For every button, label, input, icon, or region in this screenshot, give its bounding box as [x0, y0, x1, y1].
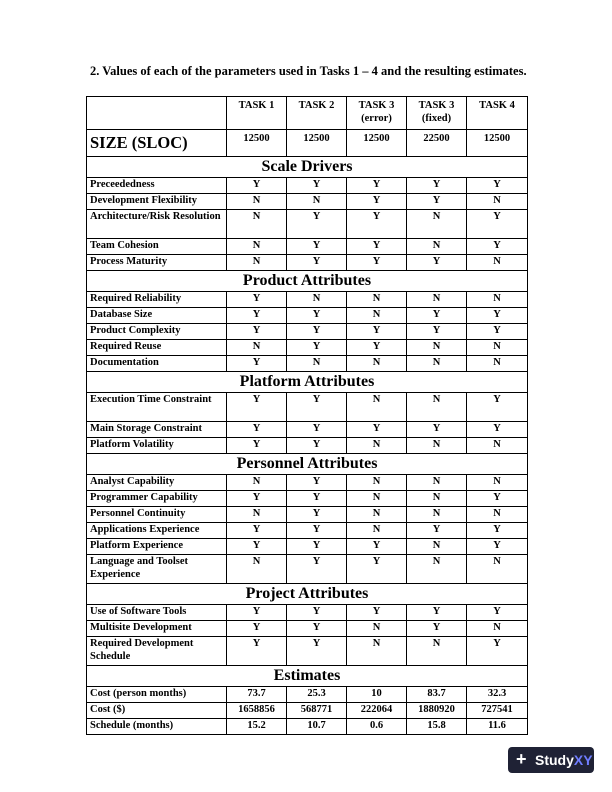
row-value: Y: [347, 340, 407, 356]
row-value: 10: [347, 687, 407, 703]
header-empty-cell: [87, 97, 227, 130]
row-label: Product Complexity: [87, 324, 227, 340]
row-value: N: [467, 621, 528, 637]
row-value: 11.6: [467, 719, 528, 735]
section-title: Estimates: [87, 666, 528, 687]
row-value: Y: [467, 523, 528, 539]
row-value: N: [407, 239, 467, 255]
row-value: Y: [347, 178, 407, 194]
size-value: 12500: [287, 130, 347, 157]
row-label: Platform Experience: [87, 539, 227, 555]
row-value: N: [347, 637, 407, 666]
row-value: N: [347, 475, 407, 491]
section-title: Product Attributes: [87, 271, 528, 292]
table-row: [87, 491, 528, 507]
row-value: N: [467, 194, 528, 210]
row-value: 25.3: [287, 687, 347, 703]
row-value: Y: [287, 475, 347, 491]
row-value: Y: [227, 324, 287, 340]
row-value: Y: [347, 555, 407, 584]
table-row: [87, 687, 528, 703]
row-value: N: [287, 356, 347, 372]
row-label: Required Reuse: [87, 340, 227, 356]
column-header: TASK 1: [227, 97, 287, 130]
table-row: [87, 393, 528, 422]
row-value: N: [407, 507, 467, 523]
row-value: N: [227, 255, 287, 271]
row-value: Y: [407, 422, 467, 438]
row-value: Y: [347, 605, 407, 621]
row-value: N: [407, 356, 467, 372]
studyxy-logo-badge[interactable]: [508, 747, 594, 773]
row-value: Y: [467, 491, 528, 507]
section-row-personnel-attributes: [87, 454, 528, 475]
row-label: Main Storage Constraint: [87, 422, 227, 438]
row-label: Documentation: [87, 356, 227, 372]
table-row: [87, 523, 528, 539]
row-value: N: [227, 475, 287, 491]
row-value: 1880920: [407, 703, 467, 719]
row-value: N: [347, 393, 407, 422]
row-value: Y: [407, 308, 467, 324]
row-label: Preceededness: [87, 178, 227, 194]
row-label: Development Flexibility: [87, 194, 227, 210]
row-value: Y: [227, 523, 287, 539]
row-value: N: [467, 255, 528, 271]
row-label: Execution Time Constraint: [87, 393, 227, 422]
row-value: 73.7: [227, 687, 287, 703]
table-row: [87, 719, 528, 735]
row-value: N: [467, 356, 528, 372]
section-heading: 2. Values of each of the parameters used in Tasks 1 – 4 and the resulting estimates.: [90, 64, 527, 78]
table-row: [87, 178, 528, 194]
row-value: Y: [467, 605, 528, 621]
table-row: [87, 555, 528, 584]
row-label: Architecture/Risk Resolution: [87, 210, 227, 239]
row-value: N: [347, 356, 407, 372]
table-row: [87, 210, 528, 239]
row-value: 0.6: [347, 719, 407, 735]
row-label: Process Maturity: [87, 255, 227, 271]
row-value: Y: [287, 422, 347, 438]
row-label: Personnel Continuity: [87, 507, 227, 523]
row-value: N: [467, 292, 528, 308]
row-value: N: [347, 621, 407, 637]
column-header: TASK 3 (fixed): [407, 97, 467, 130]
row-value: N: [467, 475, 528, 491]
row-value: Y: [287, 491, 347, 507]
row-value: Y: [287, 555, 347, 584]
row-value: N: [347, 308, 407, 324]
row-value: Y: [347, 422, 407, 438]
row-value: N: [407, 340, 467, 356]
row-value: Y: [227, 637, 287, 666]
row-value: Y: [287, 637, 347, 666]
row-value: N: [407, 555, 467, 584]
row-value: Y: [227, 178, 287, 194]
row-value: Y: [287, 507, 347, 523]
table-row: [87, 621, 528, 637]
section-row-scale-drivers: [87, 157, 528, 178]
row-value: 1658856: [227, 703, 287, 719]
row-value: N: [407, 438, 467, 454]
row-value: N: [407, 539, 467, 555]
row-value: Y: [227, 292, 287, 308]
row-value: Y: [287, 178, 347, 194]
row-value: N: [467, 555, 528, 584]
row-value: Y: [407, 605, 467, 621]
table-row: [87, 340, 528, 356]
row-value: 222064: [347, 703, 407, 719]
table-row: [87, 292, 528, 308]
row-value: N: [407, 637, 467, 666]
table-row: [87, 605, 528, 621]
row-value: N: [407, 475, 467, 491]
row-value: Y: [287, 239, 347, 255]
section-row-estimates: [87, 666, 528, 687]
size-row: [87, 130, 528, 157]
row-value: N: [347, 438, 407, 454]
table-row: [87, 194, 528, 210]
row-value: N: [227, 210, 287, 239]
row-value: Y: [287, 438, 347, 454]
row-value: Y: [467, 324, 528, 340]
row-value: N: [467, 340, 528, 356]
table-row: [87, 308, 528, 324]
row-value: Y: [347, 210, 407, 239]
row-value: Y: [407, 194, 467, 210]
row-value: N: [407, 393, 467, 422]
row-value: Y: [467, 178, 528, 194]
size-value: 12500: [347, 130, 407, 157]
table-row: [87, 475, 528, 491]
column-header: TASK 4: [467, 97, 528, 130]
column-header: TASK 2: [287, 97, 347, 130]
table-row: [87, 324, 528, 340]
row-value: Y: [227, 308, 287, 324]
row-value: Y: [287, 340, 347, 356]
row-value: Y: [347, 324, 407, 340]
row-label: Programmer Capability: [87, 491, 227, 507]
row-label: Multisite Development: [87, 621, 227, 637]
row-value: N: [407, 491, 467, 507]
row-value: 568771: [287, 703, 347, 719]
row-value: Y: [467, 393, 528, 422]
section-row-product-attributes: [87, 271, 528, 292]
row-label: Schedule (months): [87, 719, 227, 735]
row-value: N: [227, 194, 287, 210]
plus-icon: +: [516, 749, 527, 769]
row-value: 727541: [467, 703, 528, 719]
row-value: Y: [407, 255, 467, 271]
row-label: Language and Toolset Experience: [87, 555, 227, 584]
row-label: Analyst Capability: [87, 475, 227, 491]
row-value: N: [347, 292, 407, 308]
row-value: Y: [227, 422, 287, 438]
column-header: TASK 3 (error): [347, 97, 407, 130]
row-value: Y: [347, 539, 407, 555]
row-value: Y: [287, 308, 347, 324]
row-value: Y: [467, 239, 528, 255]
row-value: Y: [227, 621, 287, 637]
row-value: Y: [227, 438, 287, 454]
row-value: N: [227, 239, 287, 255]
row-value: Y: [287, 324, 347, 340]
row-value: Y: [287, 523, 347, 539]
row-value: N: [227, 507, 287, 523]
section-title: Scale Drivers: [87, 157, 528, 178]
row-value: 15.2: [227, 719, 287, 735]
row-value: Y: [287, 539, 347, 555]
table-row: [87, 438, 528, 454]
row-value: N: [407, 210, 467, 239]
table-row: [87, 356, 528, 372]
table-row: [87, 637, 528, 666]
table-row: [87, 507, 528, 523]
size-label: SIZE (SLOC): [87, 130, 227, 157]
row-label: Team Cohesion: [87, 239, 227, 255]
size-value: 12500: [467, 130, 528, 157]
row-value: Y: [227, 491, 287, 507]
row-value: Y: [347, 239, 407, 255]
row-value: Y: [287, 621, 347, 637]
row-value: Y: [227, 393, 287, 422]
row-value: 10.7: [287, 719, 347, 735]
row-label: Use of Software Tools: [87, 605, 227, 621]
size-value: 12500: [227, 130, 287, 157]
row-value: Y: [467, 539, 528, 555]
parameters-table: [86, 96, 528, 735]
row-value: Y: [407, 324, 467, 340]
row-value: Y: [407, 621, 467, 637]
row-value: N: [347, 523, 407, 539]
row-value: Y: [407, 523, 467, 539]
section-title: Platform Attributes: [87, 372, 528, 393]
row-value: Y: [287, 393, 347, 422]
table-row: [87, 539, 528, 555]
section-row-project-attributes: [87, 584, 528, 605]
row-value: Y: [227, 605, 287, 621]
table-row: [87, 255, 528, 271]
row-label: Cost (person months): [87, 687, 227, 703]
row-value: N: [467, 507, 528, 523]
row-value: 15.8: [407, 719, 467, 735]
row-label: Cost ($): [87, 703, 227, 719]
row-label: Platform Volatility: [87, 438, 227, 454]
row-value: Y: [287, 255, 347, 271]
row-value: N: [287, 292, 347, 308]
row-value: Y: [467, 637, 528, 666]
row-label: Required Reliability: [87, 292, 227, 308]
row-value: Y: [287, 210, 347, 239]
row-label: Required Development Schedule: [87, 637, 227, 666]
row-label: Database Size: [87, 308, 227, 324]
row-label: Applications Experience: [87, 523, 227, 539]
row-value: Y: [467, 422, 528, 438]
row-value: Y: [227, 539, 287, 555]
size-value: 22500: [407, 130, 467, 157]
row-value: Y: [467, 210, 528, 239]
brand-text: StudyXY: [535, 752, 593, 768]
section-title: Project Attributes: [87, 584, 528, 605]
header-row: [87, 97, 528, 130]
row-value: N: [347, 491, 407, 507]
row-value: N: [467, 438, 528, 454]
row-value: N: [347, 507, 407, 523]
row-value: Y: [287, 605, 347, 621]
row-value: N: [227, 340, 287, 356]
table-row: [87, 703, 528, 719]
row-value: N: [287, 194, 347, 210]
row-value: 83.7: [407, 687, 467, 703]
table-row: [87, 422, 528, 438]
row-value: Y: [407, 178, 467, 194]
row-value: Y: [347, 194, 407, 210]
row-value: Y: [227, 356, 287, 372]
row-value: 32.3: [467, 687, 528, 703]
section-row-platform-attributes: [87, 372, 528, 393]
table-row: [87, 239, 528, 255]
row-value: N: [407, 292, 467, 308]
row-value: N: [227, 555, 287, 584]
row-value: Y: [467, 308, 528, 324]
row-value: Y: [347, 255, 407, 271]
section-title: Personnel Attributes: [87, 454, 528, 475]
